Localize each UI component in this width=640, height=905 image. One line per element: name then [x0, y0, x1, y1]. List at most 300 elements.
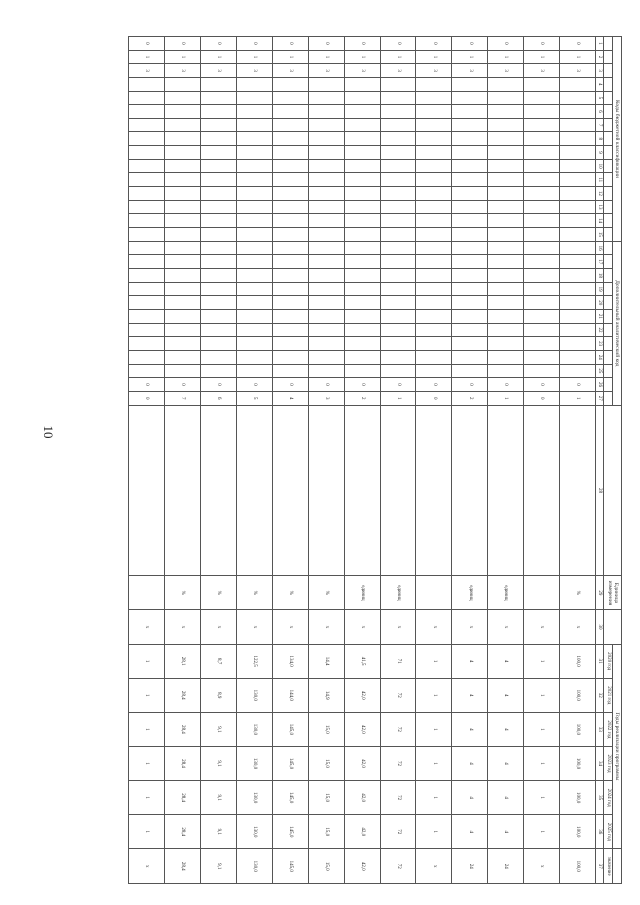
- column-number: 25: [595, 364, 604, 378]
- table-row: [236, 37, 272, 884]
- year-value: 145,0: [272, 746, 308, 780]
- code-cell: [200, 214, 236, 228]
- code-cell: 1: [524, 50, 560, 64]
- year-value: 1: [129, 678, 165, 712]
- header-year: 2025 год: [604, 815, 613, 849]
- financial-year-cell: х: [308, 610, 344, 644]
- year-value: 4: [488, 712, 524, 746]
- indicator-name: [380, 405, 416, 576]
- code-cell: [344, 337, 380, 351]
- year-value: 1: [129, 815, 165, 849]
- code-cell: [272, 146, 308, 160]
- code-cell: 1: [344, 50, 380, 64]
- code-cell: 3: [452, 64, 488, 78]
- code-cell: [488, 118, 524, 132]
- code-cell: [344, 350, 380, 364]
- code-cell: [524, 282, 560, 296]
- year-value: 100,0: [560, 781, 596, 815]
- target-value: 145,0: [272, 849, 308, 884]
- code-cell: [380, 118, 416, 132]
- code-cell: [344, 227, 380, 241]
- code-cell: [488, 296, 524, 310]
- column-number: 2: [595, 50, 604, 64]
- year-value: 1: [416, 678, 452, 712]
- code-cell: 0: [488, 378, 524, 392]
- year-value: 145,0: [272, 712, 308, 746]
- indicator-name: [344, 405, 380, 576]
- code-cell: [524, 173, 560, 187]
- code-cell: 0: [524, 378, 560, 392]
- code-cell: [272, 105, 308, 119]
- year-value: 145,0: [272, 815, 308, 849]
- code-cell: 1: [488, 50, 524, 64]
- code-cell: [488, 310, 524, 324]
- code-cell: [165, 310, 201, 324]
- code-cell: [452, 159, 488, 173]
- year-value: 28,4: [165, 712, 201, 746]
- code-cell: [165, 214, 201, 228]
- code-cell: [416, 200, 452, 214]
- code-cell: [560, 132, 596, 146]
- table-row: [165, 37, 201, 884]
- code-cell: [524, 214, 560, 228]
- code-cell: [452, 146, 488, 160]
- indicator-name: [524, 405, 560, 576]
- header-target: [612, 849, 621, 884]
- code-cell: [129, 146, 165, 160]
- column-number: 8: [595, 132, 604, 146]
- code-cell: [380, 200, 416, 214]
- header-financial-year: [604, 610, 622, 644]
- code-cell: [129, 255, 165, 269]
- code-cell: [344, 105, 380, 119]
- year-value: 1: [524, 781, 560, 815]
- code-cell: [416, 255, 452, 269]
- code-cell: [200, 132, 236, 146]
- code-cell: 0: [416, 391, 452, 405]
- year-value: 8,9: [200, 678, 236, 712]
- code-cell: 3: [129, 64, 165, 78]
- target-value: 24: [488, 849, 524, 884]
- header-extra-sub: [604, 323, 613, 337]
- code-cell: [524, 200, 560, 214]
- financial-year-cell: х: [380, 610, 416, 644]
- year-value: 28,4: [165, 815, 201, 849]
- code-cell: [344, 323, 380, 337]
- code-cell: [236, 214, 272, 228]
- code-cell: [200, 323, 236, 337]
- unit-cell: %: [308, 576, 344, 610]
- table-row: [129, 37, 165, 884]
- code-cell: [452, 241, 488, 255]
- code-cell: [488, 337, 524, 351]
- code-cell: [524, 132, 560, 146]
- code-cell: 3: [380, 64, 416, 78]
- unit-cell: [129, 576, 165, 610]
- code-cell: [524, 91, 560, 105]
- code-cell: [129, 337, 165, 351]
- code-cell: [165, 364, 201, 378]
- code-cell: [165, 105, 201, 119]
- code-cell: [524, 364, 560, 378]
- code-cell: [380, 132, 416, 146]
- code-cell: [416, 337, 452, 351]
- code-cell: [200, 310, 236, 324]
- financial-year-cell: х: [165, 610, 201, 644]
- code-cell: [236, 159, 272, 173]
- financial-year-cell: х: [129, 610, 165, 644]
- code-cell: [308, 91, 344, 105]
- year-value: 42,0: [344, 781, 380, 815]
- code-cell: [200, 105, 236, 119]
- table-row: [452, 37, 488, 884]
- year-value: 9,1: [200, 712, 236, 746]
- year-value: 100,0: [560, 644, 596, 678]
- code-cell: [200, 364, 236, 378]
- code-cell: 1: [416, 50, 452, 64]
- code-cell: [236, 241, 272, 255]
- code-cell: [129, 118, 165, 132]
- table-row: [380, 37, 416, 884]
- code-cell: [380, 282, 416, 296]
- year-value: 4: [452, 678, 488, 712]
- header-budget-sub: [604, 118, 613, 132]
- code-cell: [308, 296, 344, 310]
- header-budget-sub: [604, 64, 613, 78]
- year-value: 42,0: [344, 746, 380, 780]
- code-cell: [308, 214, 344, 228]
- code-cell: [488, 364, 524, 378]
- table-frame: [128, 36, 622, 884]
- code-cell: [272, 282, 308, 296]
- year-value: 1: [524, 644, 560, 678]
- code-cell: [560, 269, 596, 283]
- code-cell: [129, 200, 165, 214]
- column-number: 26: [595, 378, 604, 392]
- code-cell: [416, 159, 452, 173]
- code-cell: [524, 350, 560, 364]
- unit-cell: единиц: [452, 576, 488, 610]
- code-cell: [452, 91, 488, 105]
- code-cell: [452, 132, 488, 146]
- indicator-name: [200, 405, 236, 576]
- code-cell: 3: [560, 64, 596, 78]
- code-cell: [236, 200, 272, 214]
- code-cell: [488, 282, 524, 296]
- code-cell: [452, 337, 488, 351]
- code-cell: [416, 105, 452, 119]
- code-cell: [272, 214, 308, 228]
- page-number: 10: [41, 425, 56, 439]
- year-value: 1: [129, 644, 165, 678]
- code-cell: [165, 91, 201, 105]
- code-cell: [165, 227, 201, 241]
- code-cell: [560, 323, 596, 337]
- code-cell: [308, 350, 344, 364]
- code-cell: [560, 364, 596, 378]
- code-cell: 1: [380, 391, 416, 405]
- code-cell: [272, 241, 308, 255]
- code-cell: [524, 255, 560, 269]
- code-cell: [524, 337, 560, 351]
- header-budget-sub: [604, 200, 613, 214]
- code-cell: [308, 241, 344, 255]
- code-cell: [200, 255, 236, 269]
- year-value: 15,0: [308, 781, 344, 815]
- code-cell: [524, 159, 560, 173]
- code-cell: [380, 296, 416, 310]
- column-number: 29: [595, 576, 604, 610]
- table-row: [308, 37, 344, 884]
- code-cell: [560, 91, 596, 105]
- code-cell: [272, 91, 308, 105]
- code-cell: [308, 337, 344, 351]
- code-cell: [380, 323, 416, 337]
- code-cell: 3: [200, 64, 236, 78]
- code-cell: [344, 146, 380, 160]
- code-cell: [308, 146, 344, 160]
- table-row: [560, 37, 596, 884]
- header-extra-sub: [604, 391, 613, 405]
- code-cell: [129, 214, 165, 228]
- code-cell: [129, 91, 165, 105]
- column-number: 20: [595, 296, 604, 310]
- code-cell: 3: [165, 64, 201, 78]
- column-number: 4: [595, 77, 604, 91]
- code-cell: [236, 173, 272, 187]
- code-cell: [380, 77, 416, 91]
- target-value: 72: [380, 849, 416, 884]
- code-cell: [452, 350, 488, 364]
- header-budget-sub: [604, 214, 613, 228]
- year-value: 9,1: [200, 746, 236, 780]
- indicator-name: [272, 405, 308, 576]
- code-cell: 0: [272, 378, 308, 392]
- code-cell: [236, 227, 272, 241]
- code-cell: [129, 296, 165, 310]
- code-cell: [524, 227, 560, 241]
- code-cell: [272, 118, 308, 132]
- code-cell: [272, 296, 308, 310]
- code-cell: [524, 187, 560, 201]
- code-cell: [129, 269, 165, 283]
- code-cell: [165, 323, 201, 337]
- code-cell: [165, 269, 201, 283]
- header-budget-sub: [604, 227, 613, 241]
- code-cell: 5: [236, 391, 272, 405]
- indicator-name: [560, 405, 596, 576]
- column-number: 9: [595, 146, 604, 160]
- code-cell: [236, 350, 272, 364]
- code-cell: 0: [488, 37, 524, 51]
- code-cell: [272, 350, 308, 364]
- code-cell: [524, 146, 560, 160]
- code-cell: [272, 364, 308, 378]
- code-cell: [129, 173, 165, 187]
- code-cell: 1: [380, 50, 416, 64]
- code-cell: 0: [165, 378, 201, 392]
- table-row: [416, 37, 452, 884]
- unit-cell: %: [560, 576, 596, 610]
- header-years-group: Годы реализации программы: [612, 644, 621, 849]
- code-cell: [272, 323, 308, 337]
- code-cell: 0: [380, 37, 416, 51]
- year-value: 130,0: [236, 781, 272, 815]
- year-value: 9,1: [200, 815, 236, 849]
- code-cell: 0: [236, 378, 272, 392]
- code-cell: [236, 146, 272, 160]
- year-value: 9,1: [200, 781, 236, 815]
- header-extra-code: Дополнительный аналитический код: [612, 241, 621, 405]
- year-value: 130,0: [236, 678, 272, 712]
- code-cell: [560, 214, 596, 228]
- year-value: 1: [416, 781, 452, 815]
- column-number: 21: [595, 310, 604, 324]
- code-cell: [488, 187, 524, 201]
- code-cell: [380, 91, 416, 105]
- code-cell: [200, 350, 236, 364]
- code-cell: [488, 255, 524, 269]
- code-cell: 3: [488, 64, 524, 78]
- indicator-name: [308, 405, 344, 576]
- code-cell: 1: [560, 50, 596, 64]
- column-number: 19: [595, 282, 604, 296]
- year-value: 15,0: [308, 815, 344, 849]
- column-number: 24: [595, 350, 604, 364]
- code-cell: [488, 91, 524, 105]
- year-value: 4: [488, 678, 524, 712]
- financial-year-cell: х: [560, 610, 596, 644]
- year-value: 42,0: [344, 712, 380, 746]
- year-value: 100,0: [560, 678, 596, 712]
- code-cell: [308, 159, 344, 173]
- code-cell: [236, 187, 272, 201]
- code-cell: [488, 269, 524, 283]
- code-cell: 1: [236, 50, 272, 64]
- target-value: 100,0: [560, 849, 596, 884]
- code-cell: [416, 91, 452, 105]
- unit-cell: единиц: [380, 576, 416, 610]
- unit-cell: %: [165, 576, 201, 610]
- code-cell: [200, 282, 236, 296]
- table-row: [344, 37, 380, 884]
- code-cell: [129, 241, 165, 255]
- year-value: 4: [452, 746, 488, 780]
- code-cell: [236, 118, 272, 132]
- year-value: 28,4: [165, 746, 201, 780]
- code-cell: [416, 350, 452, 364]
- column-number: 10: [595, 159, 604, 173]
- table-row: [524, 37, 560, 884]
- target-value: 24: [452, 849, 488, 884]
- code-cell: [165, 296, 201, 310]
- code-cell: [416, 173, 452, 187]
- code-cell: [416, 296, 452, 310]
- code-cell: [380, 255, 416, 269]
- code-cell: [165, 337, 201, 351]
- code-cell: [344, 187, 380, 201]
- code-cell: [380, 350, 416, 364]
- code-cell: [560, 118, 596, 132]
- code-cell: [236, 323, 272, 337]
- column-number: 12: [595, 187, 604, 201]
- header-budget-sub: [604, 159, 613, 173]
- code-cell: [129, 159, 165, 173]
- code-cell: [452, 310, 488, 324]
- header-budget-sub: [604, 37, 613, 51]
- financial-year-cell: х: [272, 610, 308, 644]
- code-cell: [308, 173, 344, 187]
- code-cell: [416, 132, 452, 146]
- year-value: 122,5: [236, 644, 272, 678]
- indicator-name: [165, 405, 201, 576]
- column-number: 13: [595, 200, 604, 214]
- code-cell: [165, 159, 201, 173]
- code-cell: [488, 132, 524, 146]
- code-cell: [200, 91, 236, 105]
- code-cell: 0: [380, 378, 416, 392]
- code-cell: 7: [165, 391, 201, 405]
- code-cell: [344, 364, 380, 378]
- code-cell: [380, 337, 416, 351]
- column-number: 16: [595, 241, 604, 255]
- code-cell: [380, 310, 416, 324]
- code-cell: [560, 173, 596, 187]
- code-cell: [129, 105, 165, 119]
- header-unit: Единица измерения: [604, 576, 622, 610]
- code-cell: [308, 187, 344, 201]
- column-number: 34: [595, 746, 604, 780]
- code-cell: [452, 227, 488, 241]
- indicator-name: [488, 405, 524, 576]
- header-budget-sub: [604, 173, 613, 187]
- header-budget-sub: [604, 91, 613, 105]
- code-cell: [236, 296, 272, 310]
- code-cell: [560, 310, 596, 324]
- year-value: 42,0: [344, 678, 380, 712]
- code-cell: [165, 282, 201, 296]
- code-cell: 0: [344, 378, 380, 392]
- code-cell: [488, 173, 524, 187]
- year-value: 4: [488, 746, 524, 780]
- code-cell: [308, 200, 344, 214]
- code-cell: [488, 227, 524, 241]
- code-cell: 0: [308, 37, 344, 51]
- code-cell: [344, 77, 380, 91]
- year-value: 134,0: [272, 644, 308, 678]
- column-number: 11: [595, 173, 604, 187]
- year-value: 145,0: [272, 781, 308, 815]
- code-cell: [200, 173, 236, 187]
- code-cell: [165, 132, 201, 146]
- code-cell: [308, 77, 344, 91]
- code-cell: [416, 364, 452, 378]
- code-cell: 1: [165, 50, 201, 64]
- year-value: 28,4: [165, 678, 201, 712]
- year-value: 144,0: [272, 678, 308, 712]
- code-cell: [272, 227, 308, 241]
- code-cell: [200, 296, 236, 310]
- program-table: [128, 36, 622, 884]
- financial-year-cell: х: [452, 610, 488, 644]
- code-cell: 1: [452, 50, 488, 64]
- code-cell: 3: [416, 64, 452, 78]
- code-cell: [344, 255, 380, 269]
- code-cell: 3: [236, 64, 272, 78]
- code-cell: [524, 105, 560, 119]
- column-number: 1: [595, 37, 604, 51]
- column-number: 33: [595, 712, 604, 746]
